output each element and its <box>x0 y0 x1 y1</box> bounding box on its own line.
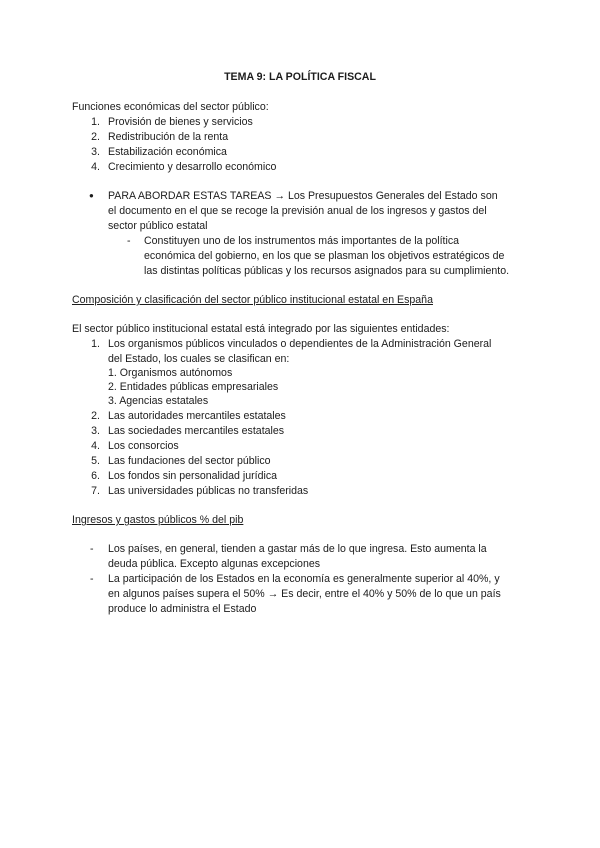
list-number: 1. <box>91 338 100 350</box>
sub-bullet-line: económica del gobierno, en los que se plasman los objetivos estratégicos de <box>144 250 505 262</box>
list-number: 5. <box>91 455 100 467</box>
section3-heading: Ingresos y gastos públicos % del pib <box>72 514 244 526</box>
list-number: 7. <box>91 485 100 497</box>
list-number: 2. <box>91 410 100 422</box>
sub-list-item: 1. Organismos autónomos <box>108 367 233 379</box>
bullet-line: deuda pública. Excepto algunas excepciones <box>108 558 321 570</box>
sub-bullet-line: Constituyen uno de los instrumentos más importantes de la política <box>144 235 460 247</box>
section2-heading: Composición y clasificación del sector público institucional estatal en España <box>72 294 433 306</box>
list-text: Los consorcios <box>108 440 179 452</box>
list-text: Las sociedades mercantiles estatales <box>108 425 285 437</box>
bullet-line: en algunos países supera el 50% → Es decir, entre el 40% y 50% de lo que un país <box>108 588 501 600</box>
bullet-line: La participación de los Estados en la economía es generalmente superior al 40%, y <box>108 573 500 585</box>
bullet-line: Los países, en general, tienden a gastar más de lo que ingresa. Esto aumenta la <box>108 543 487 555</box>
sub-bullet-line: las distintas políticas públicas y los recursos asignados para su cumplimiento. <box>144 265 510 277</box>
bullet-line: produce lo administra el Estado <box>108 603 257 615</box>
list-text: Crecimiento y desarrollo económico <box>108 161 277 173</box>
bullet-line: PARA ABORDAR ESTAS TAREAS → Los Presupuestos Generales del Estado son <box>108 190 498 202</box>
list-text: Estabilización económica <box>108 146 227 158</box>
section2-intro: El sector público institucional estatal está integrado por las siguientes entidades: <box>72 323 450 335</box>
section1-intro: Funciones económicas del sector público: <box>72 101 269 113</box>
list-text: Los fondos sin personalidad jurídica <box>108 470 278 482</box>
list-number: 1. <box>91 116 100 128</box>
list-text: Las fundaciones del sector público <box>108 455 271 467</box>
dash-icon: - <box>90 573 94 585</box>
list-text: Los organismos públicos vinculados o dependientes de la Administración General <box>108 338 492 350</box>
list-text: Las autoridades mercantiles estatales <box>108 410 286 422</box>
list-text-continued: del Estado, los cuales se clasifican en: <box>108 353 290 365</box>
list-number: 4. <box>91 161 100 173</box>
list-text: Provisión de bienes y servicios <box>108 116 253 128</box>
dash-icon: - <box>90 543 94 555</box>
list-number: 2. <box>91 131 100 143</box>
list-number: 3. <box>91 146 100 158</box>
list-text: Redistribución de la renta <box>108 131 229 143</box>
bullet-line: el documento en el que se recoge la previsión anual de los ingresos y gastos del <box>108 205 487 217</box>
list-number: 3. <box>91 425 100 437</box>
list-number: 6. <box>91 470 100 482</box>
bullet-line: sector público estatal <box>108 220 208 232</box>
sub-list-item: 3. Agencias estatales <box>108 395 209 407</box>
page-title: TEMA 9: LA POLÍTICA FISCAL <box>224 71 376 83</box>
bullet-icon: ● <box>89 191 94 200</box>
dash-icon: - <box>127 235 131 247</box>
list-number: 4. <box>91 440 100 452</box>
list-text: Las universidades públicas no transferidas <box>108 485 309 497</box>
sub-list-item: 2. Entidades públicas empresariales <box>108 381 279 393</box>
